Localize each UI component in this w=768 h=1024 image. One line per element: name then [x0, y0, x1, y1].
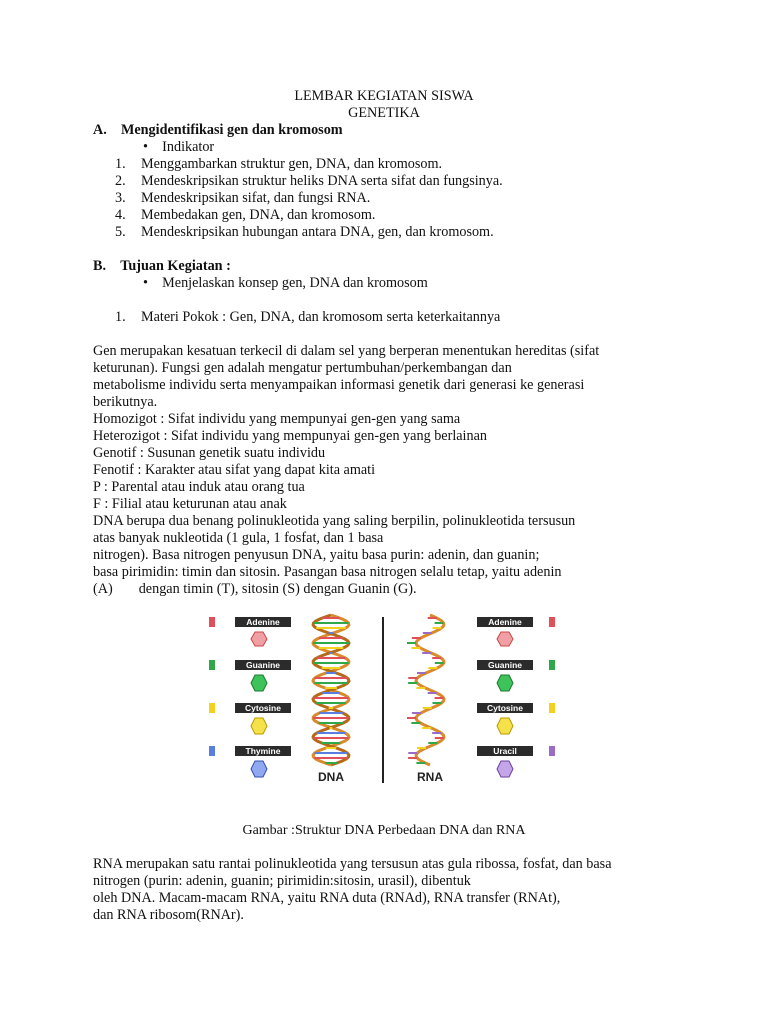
figure-caption: Gambar :Struktur DNA Perbedaan DNA dan RNA	[242, 823, 526, 838]
cytosine-swatch	[209, 703, 215, 713]
uracil-molecule-icon	[497, 761, 513, 777]
paragraph-gen-line: metabolisme individu serta menyampaikan informasi genetik dari generasi ke generasi	[93, 377, 585, 393]
guanine-molecule-icon	[497, 675, 513, 691]
paragraph-dna-line: basa pirimidin: timin dan sitosin. Pasangan basa nitrogen selalu tetap, yaitu adenin	[93, 564, 562, 580]
guanine-swatch	[549, 660, 555, 670]
paragraph-rna-line: dan RNA ribosom(RNAr).	[93, 907, 244, 923]
indicator-item: 5. Mendeskripsikan hubungan antara DNA, gen, dan kromosom.	[115, 224, 494, 240]
indicator-item: 1. Menggambarkan struktur gen, DNA, dan kromosom.	[115, 156, 443, 172]
indicator-item-text: Membedakan gen, DNA, dan kromosom.	[141, 207, 376, 223]
paragraph-dna-line: nitrogen). Basa nitrogen penyusun DNA, yaitu basa purin: adenin, dan guanin;	[93, 547, 540, 563]
base-label: Thymine	[245, 746, 281, 756]
adenine-molecule-icon	[497, 632, 513, 646]
indicator-item-text: Mendeskripsikan struktur heliks DNA serta sifat dan fungsinya.	[141, 173, 503, 189]
adenine-molecule-icon	[251, 632, 267, 646]
guanine-molecule-icon	[251, 675, 267, 691]
base-label: Guanine	[245, 660, 281, 670]
cytosine-molecule-icon	[497, 718, 513, 734]
indicator-item-text: Menggambarkan struktur gen, DNA, dan kromosom.	[141, 156, 443, 172]
definition-fenotif: Fenotif : Karakter atau sifat yang dapat kita amati	[93, 462, 376, 478]
left-base-column	[209, 617, 291, 777]
guanine-swatch	[209, 660, 215, 670]
cytosine-swatch	[549, 703, 555, 713]
definition-parental: P : Parental atau induk atau orang tua	[93, 479, 305, 495]
materi-pokok: 1. Materi Pokok : Gen, DNA, dan kromosom serta keterkaitannya	[115, 309, 501, 325]
page-subtitle: GENETIKA	[348, 105, 420, 121]
base-label: Uracil	[493, 746, 517, 756]
indicator-item-text: Mendeskripsikan hubungan antara DNA, gen, dan kromosom.	[141, 224, 494, 240]
section-a-heading: A. Mengidentifikasi gen dan kromosom	[93, 122, 343, 138]
dna-rna-figure	[205, 605, 567, 793]
section-a-bullet-text: Indikator	[162, 139, 215, 155]
indicator-item: 4. Membedakan gen, DNA, dan kromosom.	[115, 207, 376, 223]
thymine-swatch	[209, 746, 215, 756]
paragraph-dna-line	[93, 581, 417, 598]
definition-filial: F : Filial atau keturunan atau anak	[93, 496, 287, 512]
pairing-text: dengan timin (T), sitosin (S) dengan Guanin (G).	[138, 581, 417, 597]
rna-label: RNA	[417, 770, 443, 784]
dna-rna-illustration	[205, 605, 567, 793]
indicator-item-text: Mendeskripsikan sifat, dan fungsi RNA.	[141, 190, 371, 206]
paragraph-rna-line: nitrogen (purin: adenin, guanin; pirimidin:sitosin, urasil), dibentuk	[93, 873, 471, 889]
base-label: Cytosine	[245, 703, 281, 713]
page-title: LEMBAR KEGIATAN SISWA	[294, 88, 474, 104]
definition-homozigot: Homozigot : Sifat individu yang mempunyai gen-gen yang sama	[93, 411, 461, 427]
paragraph-gen-line: keturunan). Fungsi gen adalah mengatur pertumbuhan/perkembangan dan	[93, 360, 512, 376]
paragraph-dna-line: atas banyak nukleotida (1 gula, 1 fosfat, dan 1 basa	[93, 530, 384, 546]
rna-strand	[407, 615, 444, 784]
indicator-item: 3. Mendeskripsikan sifat, dan fungsi RNA.	[115, 190, 371, 206]
adenin-abbrev: (A)	[93, 581, 113, 597]
right-base-column	[477, 617, 555, 777]
definition-heterozigot: Heterozigot : Sifat individu yang mempunyai gen-gen yang berlainan	[93, 428, 487, 444]
section-a-bullet: • Indikator	[143, 139, 215, 155]
section-b-heading: B. Tujuan Kegiatan :	[93, 258, 231, 274]
adenine-swatch	[549, 617, 555, 627]
base-label: Guanine	[487, 660, 523, 670]
materi-pokok-text: Materi Pokok : Gen, DNA, dan kromosom serta keterkaitannya	[141, 309, 501, 325]
base-label: Adenine	[246, 617, 280, 627]
dna-label: DNA	[318, 770, 344, 784]
paragraph-dna-line: DNA berupa dua benang polinukleotida yang saling berpilin, polinukleotida tersusun	[93, 513, 576, 529]
cytosine-molecule-icon	[251, 718, 267, 734]
base-label: Cytosine	[487, 703, 523, 713]
definition-genotif: Genotif : Susunan genetik suatu individu	[93, 445, 326, 461]
paragraph-rna-line: RNA merupakan satu rantai polinukleotida yang tersusun atas gula ribossa, fosfat, dan basa	[93, 856, 612, 872]
adenine-swatch	[209, 617, 215, 627]
indicator-item: 2. Mendeskripsikan struktur heliks DNA serta sifat dan fungsinya.	[115, 173, 503, 189]
dna-helix	[313, 615, 349, 784]
paragraph-gen-line: Gen merupakan kesatuan terkecil di dalam sel yang berperan menentukan hereditas (sifat	[93, 343, 600, 359]
base-label: Adenine	[488, 617, 522, 627]
section-b-bullet-text: Menjelaskan konsep gen, DNA dan kromosom	[162, 275, 428, 291]
thymine-molecule-icon	[251, 761, 267, 777]
paragraph-rna-line: oleh DNA. Macam-macam RNA, yaitu RNA duta (RNAd), RNA transfer (RNAt),	[93, 890, 561, 906]
uracil-swatch	[549, 746, 555, 756]
section-b-bullet: • Menjelaskan konsep gen, DNA dan kromosom	[143, 275, 428, 291]
paragraph-gen-line: berikutnya.	[93, 394, 158, 410]
